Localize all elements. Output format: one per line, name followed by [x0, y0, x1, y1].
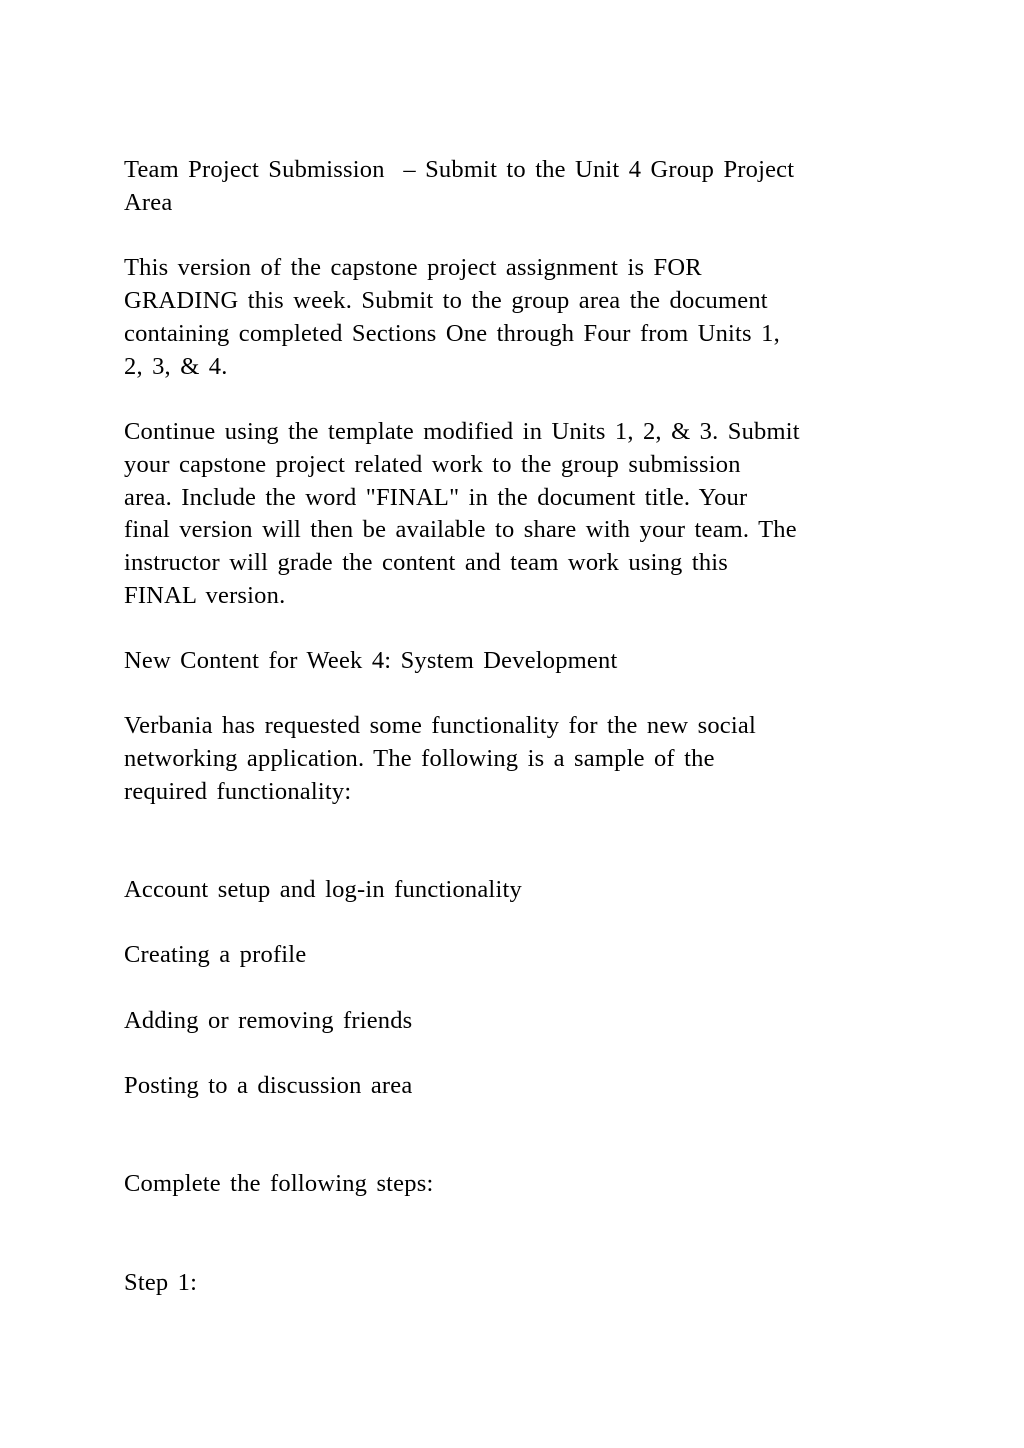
- paragraph-1-line-2: GRADING this week. Submit to the group area the document: [124, 287, 768, 314]
- paragraph-2-line-3: area. Include the word "FINAL" in the document title. Your: [124, 484, 748, 511]
- paragraph-2-line-6: FINAL version.: [124, 582, 286, 609]
- heading-line-2: Area: [124, 189, 173, 216]
- paragraph-1-line-1: This version of the capstone project assignment is FOR: [124, 254, 702, 281]
- paragraph-2-line-2: your capstone project related work to the group submission: [124, 451, 741, 478]
- paragraph-1-line-3: containing completed Sections One through Four from Units 1,: [124, 320, 780, 347]
- paragraph-3-line-3: required functionality:: [124, 778, 352, 805]
- functionality-item: Account setup and log-in functionality: [124, 876, 522, 903]
- paragraph-3-line-1: Verbania has requested some functionality for the new social: [124, 712, 756, 739]
- functionality-item: Posting to a discussion area: [124, 1072, 413, 1099]
- functionality-item: Creating a profile: [124, 941, 307, 968]
- paragraph-2-line-1: Continue using the template modified in Units 1, 2, & 3. Submit: [124, 418, 800, 445]
- heading-line-1: Team Project Submission – Submit to the Unit 4 Group Project: [124, 156, 795, 183]
- paragraph-2-line-4: final version will then be available to share with your team. The: [124, 516, 797, 543]
- steps-intro: Complete the following steps:: [124, 1170, 434, 1197]
- step-label: Step 1:: [124, 1269, 198, 1296]
- paragraph-3-line-2: networking application. The following is a sample of the: [124, 745, 715, 772]
- section-heading: New Content for Week 4: System Development: [124, 647, 618, 674]
- functionality-item: Adding or removing friends: [124, 1007, 413, 1034]
- paragraph-2-line-5: instructor will grade the content and team work using this: [124, 549, 729, 576]
- paragraph-1-line-4: 2, 3, & 4.: [124, 353, 228, 380]
